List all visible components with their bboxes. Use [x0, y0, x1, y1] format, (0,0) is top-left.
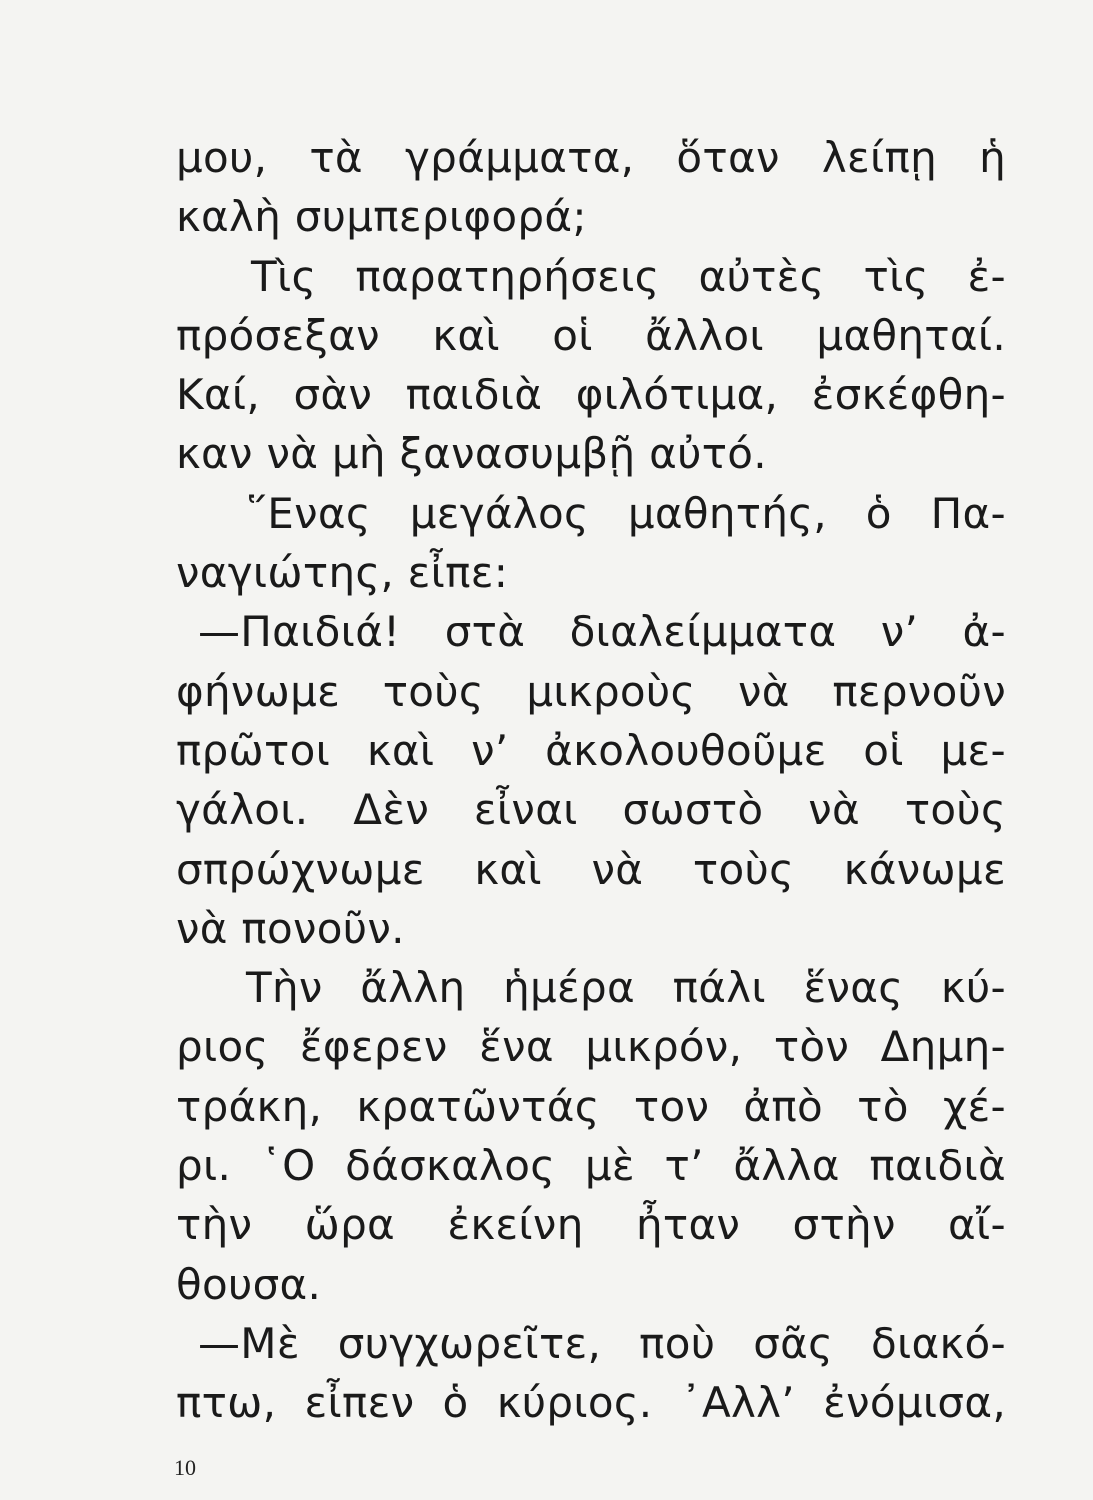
text-line-9: —Παιδιά! στὰ διαλείμματα ν’ ἀ-	[198, 607, 1006, 657]
text-line-8: ναγιώτης, εἶπε:	[176, 548, 509, 598]
text-line-3: Τὶς παρατηρήσεις αὐτὲς τὶς ἐ-	[251, 251, 1006, 301]
page-number: 10	[174, 1455, 196, 1480]
text-line-19: τὴν ὥρα ἐκείνη ἦταν στὴν αἴ-	[176, 1200, 1006, 1250]
text-line-11: πρῶτοι καὶ ν’ ἀκολουθοῦμε οἱ με-	[176, 725, 1006, 775]
text-line-20: θουσα.	[176, 1259, 322, 1309]
text-line-6: καν νὰ μὴ ξανασυμβῇ αὐτό.	[176, 429, 767, 479]
text-line-7: ῞Ενας μεγάλος μαθητής, ὁ Πα-	[246, 488, 1006, 538]
text-line-12: γάλοι. Δὲν εἶναι σωστὸ νὰ τοὺς	[176, 785, 1006, 835]
text-line-22: πτω, εἶπεν ὁ κύριος. ᾿Αλλ’ ἐνόμισα,	[176, 1378, 1006, 1428]
text-line-13: σπρώχνωμε καὶ νὰ τοὺς κάνωμε	[176, 844, 1006, 894]
text-line-4: πρόσεξαν καὶ οἱ ἄλλοι μαθηταί.	[176, 310, 1006, 360]
text-line-2: καλὴ συμπεριφορά;	[176, 192, 587, 242]
text-line-21: —Μὲ συγχωρεῖτε, ποὺ σᾶς διακό-	[198, 1318, 1006, 1368]
text-line-10: φήνωμε τοὺς μικροὺς νὰ περνοῦν	[176, 666, 1006, 716]
text-line-17: τράκη, κρατῶντάς τον ἀπὸ τὸ χέ-	[176, 1081, 1006, 1131]
text-line-18: ρι. ῾Ο δάσκαλος μὲ τ’ ἄλλα παιδιὰ	[176, 1141, 1006, 1191]
text-line-16: ριος ἔφερεν ἕνα μικρόν, τὸν Δημη-	[176, 1022, 1006, 1072]
text-line-14: νὰ πονοῦν.	[176, 903, 405, 953]
text-line-15: Τὴν ἄλλη ἡμέρα πάλι ἕνας κύ-	[246, 963, 1006, 1013]
text-line-5: Καί, σὰν παιδιὰ φιλότιμα, ἐσκέφθη-	[176, 370, 1006, 420]
text-line-1: μου, τὰ γράμματα, ὅταν λείπῃ ἡ	[176, 133, 1006, 182]
body-text	[176, 128, 1006, 1433]
